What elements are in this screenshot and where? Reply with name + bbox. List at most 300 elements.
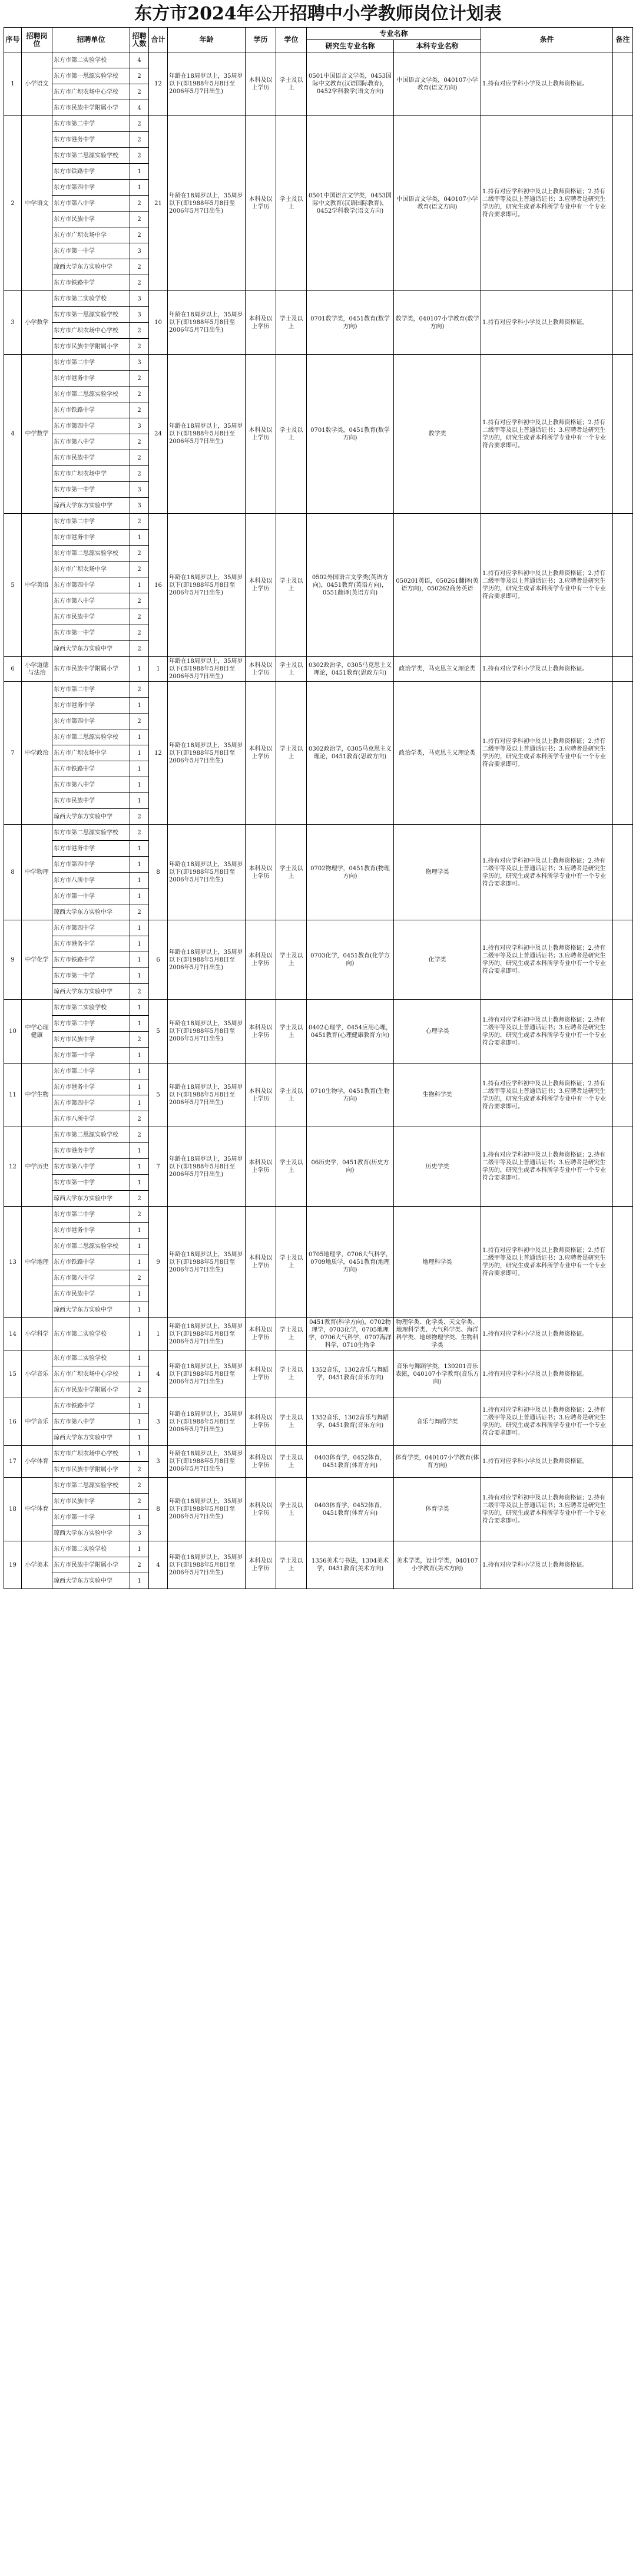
unit-cell: 东方市第二思源实验学校 [52,1239,130,1254]
grad-major-cell: 0403体育学，0452体育，0451教育(体育方向) [307,1446,394,1478]
unit-cell: 东方市第八中学 [52,1414,130,1430]
condition-cell: 1.持有对应学科初中及以上教师资格证；2.持有二级甲等及以上普通话证书；3.应聘者是研究生学历的，研究生或者本科所学专业中有一个专业符合要求即可。 [481,1064,613,1127]
total-cell: 7 [149,1127,168,1207]
degree-cell: 学士及以上 [276,1398,307,1446]
unit-cell: 东方市广坝农场中心学校 [52,1366,130,1382]
unit-cell: 东方市第八中学 [52,593,130,609]
total-cell: 1 [149,657,168,682]
condition-cell: 1.持有对应学科初中及以上教师资格证；2.持有二级甲等及以上普通话证书；3.应聘者是研究生学历的，研究生或者本科所学专业中有一个专业符合要求即可。 [481,1207,613,1318]
unit-cell: 东方市广坝农场中心学校 [52,323,130,339]
table-row [4,657,633,682]
unit-cell: 东方市铁路中学 [52,164,130,180]
unit-cell: 东方市第二思源实验学校 [52,1127,130,1143]
note-cell [613,1398,633,1446]
post-cell: 中学音乐 [22,1398,52,1446]
num-cell: 1 [130,889,149,904]
note-cell [613,52,633,116]
unit-cell: 东方市第四中学 [52,714,130,729]
post-cell: 小学科学 [22,1318,52,1350]
num-cell: 1 [130,1350,149,1366]
unit-cell: 东方市第四中学 [52,180,130,196]
under-major-cell: 政治学类，马克思主义理论类 [394,682,481,825]
grad-major-cell: 0710生物学，0451教育(生物方向) [307,1064,394,1127]
post-cell: 中学物理 [22,825,52,920]
num-cell: 3 [130,355,149,371]
unit-cell: 琼西大学东方实验中学 [52,259,130,275]
unit-cell: 东方市第二实验学校 [52,1350,130,1366]
num-cell: 1 [130,873,149,889]
unit-cell: 东方市广坝农场中学 [52,466,130,482]
num-cell: 1 [130,1064,149,1079]
unit-cell: 东方市铁路中学 [52,761,130,777]
seq-cell: 11 [4,1064,22,1127]
edu-cell: 本科及以上学历 [246,1064,276,1127]
unit-cell: 东方市第一思源实验学校 [52,68,130,84]
age-cell: 年龄在18周岁以上，35周岁以下(即1988年5月8日至2006年5月7日出生) [168,1446,246,1478]
grad-major-cell: 0502外国语言文学类(英语方向)，0451教育(英语方向)，0551翻译(英语方向) [307,514,394,657]
age-cell: 年龄在18周岁以上，35周岁以下(即1988年5月8日至2006年5月7日出生) [168,1127,246,1207]
unit-cell: 东方市第八中学 [52,196,130,212]
num-cell: 1 [130,1016,149,1032]
edu-cell: 本科及以上学历 [246,657,276,682]
table-row [4,1541,633,1557]
condition-cell: 1.持有对应学科初中及以上教师资格证；2.持有二级甲等及以上普通话证书；3.应聘者是研究生学历的，研究生或者本科所学专业中有一个专业符合要求即可。 [481,1398,613,1446]
total-cell: 5 [149,1064,168,1127]
under-major-cell: 政治学类，马克思主义理论类 [394,657,481,682]
unit-cell: 东方市广坝农场中心学校 [52,1446,130,1462]
age-cell: 年龄在18周岁以上，35周岁以下(即1988年5月8日至2006年5月7日出生) [168,116,246,291]
num-cell: 1 [130,1541,149,1557]
edu-cell: 本科及以上学历 [246,1398,276,1446]
table-row [4,682,633,698]
unit-cell: 东方市铁路中学 [52,1398,130,1414]
header-post: 招聘岗位 [22,28,52,52]
degree-cell: 学士及以上 [276,52,307,116]
degree-cell: 学士及以上 [276,1064,307,1127]
total-cell: 24 [149,355,168,514]
num-cell: 1 [130,1446,149,1462]
num-cell: 1 [130,729,149,745]
total-cell: 12 [149,682,168,825]
unit-cell: 东方市民族中学 [52,1032,130,1048]
num-cell: 2 [130,196,149,212]
unit-cell: 东方市第二中学 [52,355,130,371]
num-cell: 2 [130,371,149,387]
condition-cell: 1.持有对应学科初中及以上教师资格证；2.持有二级甲等及以上普通话证书；3.应聘者是研究生学历的，研究生或者本科所学专业中有一个专业符合要求即可。 [481,116,613,291]
condition-cell: 1.持有对应学科初中及以上教师资格证；2.持有二级甲等及以上普通话证书；3.应聘者是研究生学历的，研究生或者本科所学专业中有一个专业符合要求即可。 [481,825,613,920]
num-cell: 3 [130,482,149,498]
unit-cell: 东方市港务中学 [52,841,130,857]
grad-major-cell: 0703化学，0451教育(化学方向) [307,920,394,1000]
post-cell: 中学语文 [22,116,52,291]
under-major-cell: 地理科学类 [394,1207,481,1318]
table-row [4,291,633,307]
unit-cell: 东方市第二中学 [52,682,130,698]
edu-cell: 本科及以上学历 [246,1478,276,1541]
table-body [4,52,633,1589]
post-cell: 小学语文 [22,52,52,116]
condition-cell: 1.持有对应学科小学及以上教师资格证。 [481,291,613,355]
num-cell: 2 [130,1494,149,1510]
num-cell: 2 [130,1270,149,1286]
under-major-cell: 中国语言文学类，040107小学教育(语文方向) [394,52,481,116]
seq-cell: 7 [4,682,22,825]
seq-cell: 18 [4,1478,22,1541]
num-cell: 4 [130,100,149,116]
num-cell: 3 [130,1525,149,1541]
seq-cell: 2 [4,116,22,291]
unit-cell: 东方市民族中学附属小学 [52,1557,130,1573]
degree-cell: 学士及以上 [276,920,307,1000]
unit-cell: 东方市第二中学 [52,1207,130,1223]
total-cell: 4 [149,1350,168,1398]
under-major-cell: 心理学类 [394,1000,481,1064]
unit-cell: 琼西大学东方实验中学 [52,1525,130,1541]
unit-cell: 东方市民族中学 [52,212,130,227]
note-cell [613,1064,633,1127]
unit-cell: 琼西大学东方实验中学 [52,984,130,1000]
age-cell: 年龄在18周岁以上，35周岁以下(即1988年5月8日至2006年5月7日出生) [168,1064,246,1127]
num-cell: 1 [130,1048,149,1064]
num-cell: 1 [130,777,149,793]
unit-cell: 琼西大学东方实验中学 [52,498,130,514]
header-unit: 招聘单位 [52,28,130,52]
recruitment-table [4,27,633,1589]
table-row [4,514,633,530]
num-cell: 1 [130,1510,149,1525]
unit-cell: 东方市铁路中学 [52,1254,130,1270]
degree-cell: 学士及以上 [276,1318,307,1350]
edu-cell: 本科及以上学历 [246,682,276,825]
degree-cell: 学士及以上 [276,1350,307,1398]
degree-cell: 学士及以上 [276,657,307,682]
condition-cell: 1.持有对应学科初中及以上教师资格证；2.持有二级甲等及以上普通话证书；3.应聘者是研究生学历的，研究生或者本科所学专业中有一个专业符合要求即可。 [481,1000,613,1064]
header-cond: 条件 [481,28,613,52]
unit-cell: 东方市第二思源实验学校 [52,729,130,745]
post-cell: 中学化学 [22,920,52,1000]
table-row [4,1398,633,1414]
unit-cell: 东方市第二中学 [52,1016,130,1032]
num-cell: 1 [130,761,149,777]
unit-cell: 东方市铁路中学 [52,275,130,291]
unit-cell: 东方市民族中学附属小学 [52,657,130,682]
condition-cell: 1.持有对应学科初中及以上教师资格证；2.持有二级甲等及以上普通话证书；3.应聘者是研究生学历的，研究生或者本科所学专业中有一个专业符合要求即可。 [481,1478,613,1541]
num-cell: 1 [130,793,149,809]
seq-cell: 9 [4,920,22,1000]
unit-cell: 东方市广坝农场中学 [52,562,130,577]
unit-cell: 东方市第二实验学校 [52,52,130,68]
num-cell: 1 [130,920,149,936]
num-cell: 2 [130,809,149,825]
condition-cell: 1.持有对应学科初中及以上教师资格证；2.持有二级甲等及以上普通话证书；3.应聘者是研究生学历的，研究生或者本科所学专业中有一个专业符合要求即可。 [481,355,613,514]
degree-cell: 学士及以上 [276,1541,307,1589]
post-cell: 中学心理健康 [22,1000,52,1064]
total-cell: 16 [149,514,168,657]
unit-cell: 琼西大学东方实验中学 [52,904,130,920]
num-cell: 2 [130,132,149,148]
note-cell [613,1446,633,1478]
edu-cell: 本科及以上学历 [246,1000,276,1064]
unit-cell: 东方市第一中学 [52,482,130,498]
note-cell [613,1541,633,1589]
total-cell: 4 [149,1541,168,1589]
unit-cell: 东方市第二实验学校 [52,1000,130,1016]
age-cell: 年龄在18周岁以上，35周岁以下(即1988年5月8日至2006年5月7日出生) [168,1207,246,1318]
age-cell: 年龄在18周岁以上，35周岁以下(即1988年5月8日至2006年5月7日出生) [168,52,246,116]
seq-cell: 1 [4,52,22,116]
table-row [4,920,633,936]
unit-cell: 东方市第一中学 [52,889,130,904]
num-cell: 1 [130,1286,149,1302]
degree-cell: 学士及以上 [276,355,307,514]
under-major-cell: 美术学类，设计学类，040107小学教育(美术方向) [394,1541,481,1589]
unit-cell: 东方市广坝农场中学 [52,227,130,243]
unit-cell: 东方市第二实验学校 [52,291,130,307]
edu-cell: 本科及以上学历 [246,355,276,514]
table-row [4,1064,633,1079]
unit-cell: 东方市第二思源实验学校 [52,387,130,402]
grad-major-cell: 0701数学类，0451教育(数学方向) [307,291,394,355]
num-cell: 1 [130,1079,149,1095]
total-cell: 6 [149,920,168,1000]
unit-cell: 东方市港务中学 [52,530,130,546]
unit-cell: 东方市第二中学 [52,514,130,530]
num-cell: 1 [130,1095,149,1111]
unit-cell: 东方市铁路中学 [52,952,130,968]
num-cell: 2 [130,450,149,466]
note-cell [613,1478,633,1541]
unit-cell: 东方市港务中学 [52,1143,130,1159]
table-row [4,116,633,132]
num-cell: 2 [130,402,149,418]
unit-cell: 琼西大学东方实验中学 [52,809,130,825]
condition-cell: 1.持有对应学科小学及以上教师资格证。 [481,1446,613,1478]
post-cell: 中学体育 [22,1478,52,1541]
seq-cell: 16 [4,1398,22,1446]
header-age: 年龄 [168,28,246,52]
total-cell: 1 [149,1318,168,1350]
table-row [4,355,633,371]
num-cell: 2 [130,609,149,625]
num-cell: 2 [130,387,149,402]
num-cell: 2 [130,1127,149,1143]
condition-cell: 1.持有对应学科小学及以上教师资格证。 [481,657,613,682]
num-cell: 1 [130,1573,149,1589]
note-cell [613,825,633,920]
num-cell: 1 [130,1000,149,1016]
unit-cell: 东方市第一中学 [52,1048,130,1064]
page-title: 东方市2024年公开招聘中小学教师岗位计划表 [134,4,502,24]
num-cell: 2 [130,323,149,339]
under-major-cell: 音乐与舞蹈学类，130201音乐表演，040107小学教育(音乐方向) [394,1350,481,1398]
header-num: 招聘人数 [130,28,149,52]
unit-cell: 东方市第四中学 [52,1095,130,1111]
unit-cell: 东方市第一中学 [52,1175,130,1191]
total-cell: 8 [149,825,168,920]
degree-cell: 学士及以上 [276,1207,307,1318]
num-cell: 2 [130,562,149,577]
num-cell: 2 [130,84,149,100]
num-cell: 1 [130,745,149,761]
total-cell: 3 [149,1398,168,1446]
seq-cell: 19 [4,1541,22,1589]
unit-cell: 东方市八所中学 [52,873,130,889]
under-major-cell: 数学类 [394,355,481,514]
degree-cell: 学士及以上 [276,825,307,920]
num-cell: 2 [130,1111,149,1127]
unit-cell: 东方市民族中学 [52,1494,130,1510]
post-cell: 中学地理 [22,1207,52,1318]
condition-cell: 1.持有对应学科初中及以上教师资格证；2.持有二级甲等及以上普通话证书；3.应聘者是研究生学历的，研究生或者本科所学专业中有一个专业符合要求即可。 [481,682,613,825]
grad-major-cell: 06历史学，0451教育(历史方向) [307,1127,394,1207]
note-cell [613,355,633,514]
edu-cell: 本科及以上学历 [246,1541,276,1589]
degree-cell: 学士及以上 [276,1000,307,1064]
unit-cell: 东方市第四中学 [52,857,130,873]
age-cell: 年龄在18周岁以上，35周岁以下(即1988年5月8日至2006年5月7日出生) [168,1398,246,1446]
num-cell: 2 [130,714,149,729]
age-cell: 年龄在18周岁以上，35周岁以下(即1988年5月8日至2006年5月7日出生) [168,920,246,1000]
post-cell: 中学数学 [22,355,52,514]
seq-cell: 15 [4,1350,22,1398]
num-cell: 2 [130,825,149,841]
under-major-cell: 中国语言文学类，040107小学教育(语文方向) [394,116,481,291]
grad-major-cell: 0501中国语言文学类，0453国际中文教育(汉语国际教育)，0452学科教学(语文方向) [307,116,394,291]
num-cell: 2 [130,275,149,291]
unit-cell: 东方市港务中学 [52,371,130,387]
grad-major-cell: 1352音乐，1302音乐与舞蹈学，0451教育(音乐方向) [307,1350,394,1398]
unit-cell: 东方市民族中学 [52,1286,130,1302]
total-cell: 12 [149,52,168,116]
edu-cell: 本科及以上学历 [246,514,276,657]
unit-cell: 东方市第八中学 [52,1159,130,1175]
grad-major-cell: 0302政治学，0305马克思主义理论，0451教育(思政方向) [307,657,394,682]
under-major-cell: 物理学类 [394,825,481,920]
num-cell: 2 [130,1207,149,1223]
unit-cell: 东方市民族中学附属小学 [52,1382,130,1398]
edu-cell: 本科及以上学历 [246,920,276,1000]
num-cell: 2 [130,1557,149,1573]
under-major-cell: 物理学类、化学类、天文学类、地理科学类、大气科学类、海洋科学类、地球物理学类、生物科学类 [394,1318,481,1350]
condition-cell: 1.持有对应学科初中及以上教师资格证；2.持有二级甲等及以上普通话证书；3.应聘者是研究生学历的，研究生或者本科所学专业中有一个专业符合要求即可。 [481,920,613,1000]
unit-cell: 东方市第一中学 [52,1510,130,1525]
num-cell: 2 [130,212,149,227]
num-cell: 2 [130,116,149,132]
num-cell: 1 [130,857,149,873]
degree-cell: 学士及以上 [276,514,307,657]
edu-cell: 本科及以上学历 [246,1318,276,1350]
table-row [4,1000,633,1016]
unit-cell: 东方市民族中学 [52,793,130,809]
edu-cell: 本科及以上学历 [246,116,276,291]
unit-cell: 东方市第一中学 [52,968,130,984]
post-cell: 小学音乐 [22,1350,52,1398]
under-major-cell: 生物科学类 [394,1064,481,1127]
note-cell [613,1207,633,1318]
table-row [4,1446,633,1462]
unit-cell: 东方市第二中学 [52,116,130,132]
grad-major-cell: 0701数学类，0451教育(数学方向) [307,355,394,514]
seq-cell: 17 [4,1446,22,1478]
degree-cell: 学士及以上 [276,682,307,825]
num-cell: 1 [130,1318,149,1350]
post-cell: 小学数学 [22,291,52,355]
total-cell: 8 [149,1478,168,1541]
num-cell: 4 [130,52,149,68]
age-cell: 年龄在18周岁以上，35周岁以下(即1988年5月8日至2006年5月7日出生) [168,682,246,825]
seq-cell: 5 [4,514,22,657]
age-cell: 年龄在18周岁以上，35周岁以下(即1988年5月8日至2006年5月7日出生) [168,514,246,657]
table-row [4,1350,633,1366]
unit-cell: 东方市民族中学 [52,609,130,625]
header-under: 本科专业名称 [394,40,481,52]
num-cell: 2 [130,1191,149,1207]
num-cell: 1 [130,1430,149,1446]
table-row [4,825,633,841]
table-row [4,1478,633,1494]
edu-cell: 本科及以上学历 [246,1446,276,1478]
degree-cell: 学士及以上 [276,1446,307,1478]
unit-cell: 东方市第八中学 [52,434,130,450]
num-cell: 3 [130,243,149,259]
num-cell: 2 [130,148,149,164]
seq-cell: 6 [4,657,22,682]
unit-cell: 东方市第四中学 [52,418,130,434]
num-cell: 1 [130,577,149,593]
post-cell: 中学生物 [22,1064,52,1127]
unit-cell: 东方市第一思源实验学校 [52,307,130,323]
unit-cell: 东方市港务中学 [52,132,130,148]
num-cell: 2 [130,466,149,482]
age-cell: 年龄在18周岁以上，35周岁以下(即1988年5月8日至2006年5月7日出生) [168,1350,246,1398]
num-cell: 3 [130,418,149,434]
age-cell: 年龄在18周岁以上，35周岁以下(即1988年5月8日至2006年5月7日出生) [168,1000,246,1064]
unit-cell: 琼西大学东方实验中学 [52,1191,130,1207]
under-major-cell: 数学类，040107小学教育(数学方向) [394,291,481,355]
table-row [4,52,633,68]
edu-cell: 本科及以上学历 [246,291,276,355]
num-cell: 1 [130,1398,149,1414]
post-cell: 小学美术 [22,1541,52,1589]
num-cell: 1 [130,1366,149,1382]
num-cell: 1 [130,657,149,682]
edu-cell: 本科及以上学历 [246,52,276,116]
num-cell: 2 [130,625,149,641]
num-cell: 3 [130,498,149,514]
note-cell [613,514,633,657]
seq-cell: 10 [4,1000,22,1064]
total-cell: 21 [149,116,168,291]
unit-cell: 东方市港务中学 [52,698,130,714]
degree-cell: 学士及以上 [276,116,307,291]
edu-cell: 本科及以上学历 [246,1127,276,1207]
unit-cell: 东方市第二思源实验学校 [52,546,130,562]
num-cell: 2 [130,546,149,562]
unit-cell: 东方市第四中学 [52,577,130,593]
seq-cell: 14 [4,1318,22,1350]
num-cell: 1 [130,1414,149,1430]
grad-major-cell: 0702物理学，0451教育(物理方向) [307,825,394,920]
note-cell [613,1000,633,1064]
num-cell: 1 [130,164,149,180]
unit-cell: 东方市第二思源实验学校 [52,148,130,164]
unit-cell: 东方市第一中学 [52,243,130,259]
post-cell: 小学道德与法治 [22,657,52,682]
num-cell: 2 [130,904,149,920]
unit-cell: 东方市民族中学附属小学 [52,100,130,116]
unit-cell: 东方市广坝农场中心学校 [52,84,130,100]
seq-cell: 12 [4,1127,22,1207]
